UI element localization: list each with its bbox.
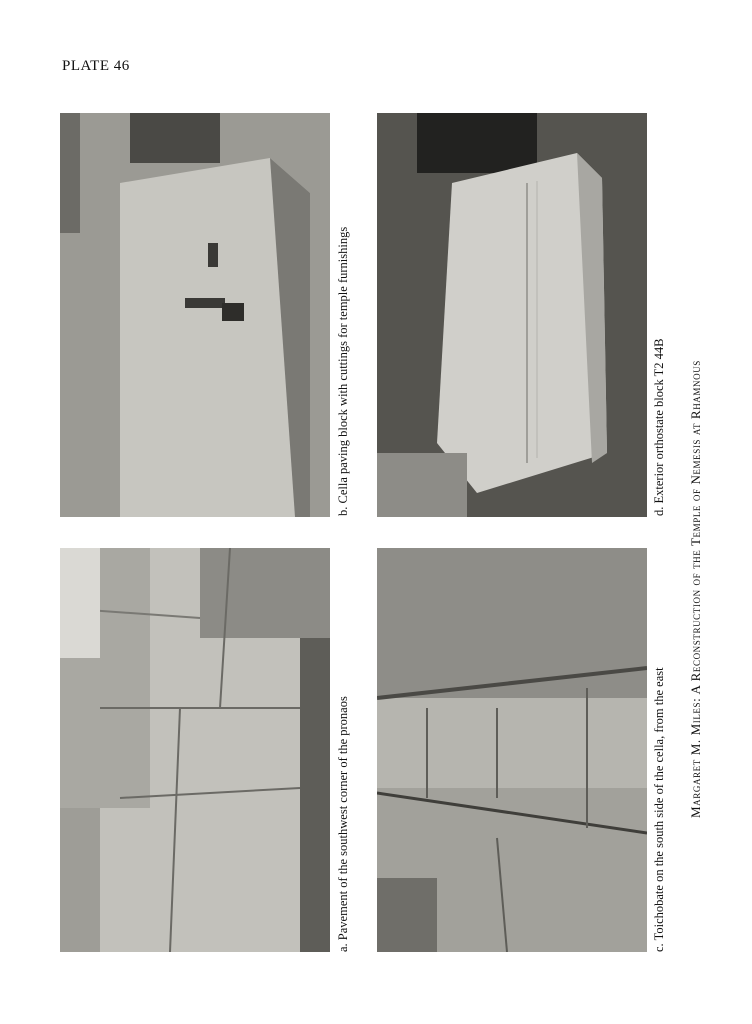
footer-separator: : (688, 694, 703, 702)
footer-author: Margaret M. Miles (688, 701, 703, 818)
photo-a-pavement (60, 548, 330, 952)
caption-a-letter: a. (336, 943, 350, 952)
plate-label: PLATE 46 (62, 58, 130, 74)
photo-b-paving-block (60, 113, 330, 517)
photo-c-image (377, 548, 647, 952)
caption-d-text: Exterior orthostate block T2 44B (652, 338, 666, 504)
caption-c-letter: c. (652, 943, 666, 952)
photo-d-image (377, 113, 647, 517)
caption-d (652, 338, 667, 516)
photo-d-orthostate-block (377, 113, 647, 517)
caption-a (336, 696, 351, 952)
photo-b-image (60, 113, 330, 517)
footer-title: A Reconstruction of the Temple of Nemesis at Rhamnous (688, 360, 703, 695)
caption-b (336, 227, 351, 516)
caption-a-text: Pavement of the southwest corner of the pronaos (336, 696, 350, 941)
caption-b-text: Cella paving block with cuttings for temple furnishings (336, 226, 350, 504)
photo-c-toichobate (377, 548, 647, 952)
caption-b-letter: b. (336, 506, 350, 516)
caption-d-letter: d. (652, 506, 666, 516)
photo-a-image (60, 548, 330, 952)
caption-c (652, 667, 667, 952)
caption-c-text: Toichobate on the south side of the cella, from the east (652, 667, 666, 941)
running-footer (688, 360, 704, 818)
